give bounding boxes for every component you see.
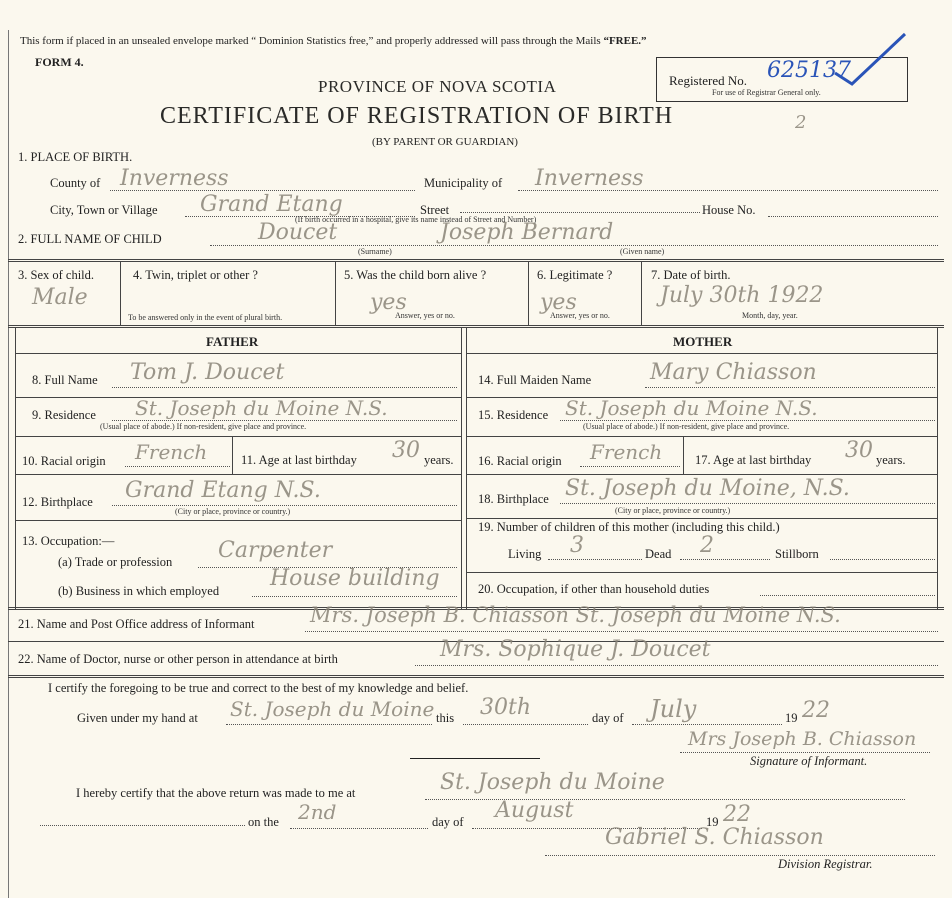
row3-div-1 [120, 262, 121, 326]
mother-name-line [645, 387, 935, 388]
father-residence-value: St. Joseph du Moine N.S. [135, 396, 388, 420]
father-age-divider [232, 436, 233, 474]
mother-occupation-line [760, 595, 935, 596]
registrar-day-line [290, 828, 428, 829]
child-surname: Doucet [258, 220, 338, 245]
mother-occupation-label: 20. Occupation, if other than household duties [478, 582, 710, 596]
mother-birthplace-line [560, 503, 935, 504]
informant-label: 21. Name and Post Office address of Informant [18, 617, 255, 631]
registrar-extra-line [40, 825, 245, 826]
county-label: County of [50, 176, 101, 190]
registrar-signature-line [545, 855, 935, 856]
sex-label: 3. Sex of child. [18, 268, 95, 282]
mother-row-rule-4 [466, 518, 937, 519]
living-label: Living [508, 547, 542, 561]
alive-label: 5. Was the child born alive ? [344, 268, 487, 282]
father-birthplace-label: 12. Birthplace [22, 495, 93, 509]
father-residence-line [112, 420, 457, 421]
certificate-title: CERTIFICATE OF REGISTRATION OF BIRTH [160, 103, 674, 129]
mother-residence-value: St. Joseph du Moine N.S. [565, 396, 818, 420]
cert-month-line [632, 724, 782, 725]
mother-children-label: 19. Number of children of this mother (including this child.) [478, 520, 780, 534]
given-place-line [226, 724, 432, 725]
father-residence-note: (Usual place of abode.) If non-resident, give place and province. [100, 422, 307, 431]
father-birthplace-note: (City or place, province or country.) [175, 507, 291, 516]
this-label: this [436, 711, 455, 725]
father-business-line [252, 596, 457, 597]
registrar-year-value: 22 [723, 802, 751, 827]
date-value: July 30th 1922 [660, 283, 824, 308]
mother-birthplace-value: St. Joseph du Moine, N.S. [565, 476, 850, 501]
father-left-rule [15, 328, 16, 610]
living-line [548, 559, 642, 560]
father-residence-label: 9. Residence [32, 408, 96, 422]
doctor-value: Mrs. Sophique J. Doucet [440, 637, 711, 662]
dead-line [680, 559, 770, 560]
county-value: Inverness [120, 166, 229, 191]
registrar-use-note: For use of Registrar General only. [712, 88, 821, 97]
surname-caption: (Surname) [358, 247, 392, 256]
city-value: Grand Etang [200, 192, 343, 217]
row3-div-2 [335, 262, 336, 326]
given-place: St. Joseph du Moine [230, 697, 435, 721]
row3-top-rule [8, 259, 944, 262]
father-birthplace-line [112, 505, 457, 506]
stillborn-line [830, 559, 935, 560]
father-row-rule-4 [15, 520, 461, 521]
father-racial-value: French [135, 440, 208, 464]
given-caption: (Given name) [620, 247, 665, 256]
child-given-name: Joseph Bernard [440, 220, 614, 245]
child-name-label: 2. FULL NAME OF CHILD [18, 232, 162, 246]
center-rule-1 [461, 328, 462, 610]
margin-rule [8, 30, 9, 898]
father-name-line [112, 387, 457, 388]
father-birthplace-value: Grand Etang N.S. [125, 478, 321, 503]
municipality-label: Municipality of [424, 176, 503, 190]
hospital-note: (If birth occurred in a hospital, give its name instead of Street and Number) [295, 215, 537, 224]
registrar-statement: I hereby certify that the above return was made to me at [76, 786, 356, 800]
row3-div-4 [641, 262, 642, 326]
province-title: PROVINCE OF NOVA SCOTIA [318, 77, 557, 96]
city-label: City, Town or Village [50, 203, 158, 217]
legit-value: yes [540, 290, 577, 315]
mother-row-rule-5 [466, 572, 937, 573]
street-label: Street [420, 203, 450, 217]
twin-note: To be answered only in the event of plural birth. [128, 313, 283, 322]
mother-name-value: Mary Chiasson [650, 360, 817, 385]
stillborn-label: Stillborn [775, 547, 819, 561]
mother-heading: MOTHER [673, 334, 733, 349]
parents-top-rule [8, 325, 944, 328]
legit-label: 6. Legitimate ? [537, 268, 613, 282]
mother-residence-note: (Usual place of abode.) If non-resident, give place and province. [583, 422, 790, 431]
dead-value: 2 [700, 533, 714, 558]
municipality-value: Inverness [535, 166, 644, 191]
birth-place-heading: 1. PLACE OF BIRTH. [18, 150, 133, 164]
center-rule-2 [466, 328, 467, 610]
registrar-separator [410, 758, 540, 759]
father-heading: FATHER [206, 334, 259, 349]
registrar-year-prefix: 19 [706, 815, 719, 829]
row3-div-3 [528, 262, 529, 326]
blue-check-mark [830, 28, 910, 88]
sex-value: Male [32, 285, 88, 310]
father-business-label: (b) Business in which employed [58, 584, 220, 598]
cert-day-line [463, 724, 588, 725]
father-business-value: House building [270, 566, 440, 591]
informant-signature-line [680, 752, 930, 753]
informant-signature: Mrs Joseph B. Chiasson [688, 728, 917, 750]
registrar-signature: Gabriel S. Chiasson [605, 825, 824, 850]
living-value: 3 [570, 533, 584, 558]
twin-label: 4. Twin, triplet or other ? [133, 268, 258, 282]
mother-right-rule [937, 328, 938, 610]
date-label: 7. Date of birth. [651, 268, 731, 282]
doctor-label: 22. Name of Doctor, nurse or other person in attendance at birth [18, 652, 338, 666]
father-row-rule-3 [15, 474, 461, 475]
father-occupation-label: 13. Occupation:— [22, 534, 115, 548]
registered-label: Registered No. [669, 73, 747, 88]
given-label: Given under my hand at [77, 711, 198, 725]
cert-year-prefix: 19 [785, 711, 798, 725]
mother-row-rule-3 [466, 474, 937, 475]
father-name-value: Tom J. Doucet [130, 360, 285, 385]
informant-value: Mrs. Joseph B. Chiasson St. Joseph du Moine N.S. [310, 603, 841, 627]
mother-birthplace-label: 18. Birthplace [478, 492, 549, 506]
mother-age-unit: years. [876, 453, 906, 467]
father-age-value: 30 [392, 438, 420, 463]
cert-day-of-label: day of [592, 711, 624, 725]
house-line [768, 216, 938, 217]
legit-note: Answer, yes or no. [550, 311, 610, 320]
father-name-label: 8. Full Name [32, 373, 98, 387]
registrar-on-the-label: on the [248, 815, 279, 829]
registrar-day-of-label: day of [432, 815, 464, 829]
alive-value: yes [370, 290, 407, 315]
date-note: Month, day, year. [742, 311, 798, 320]
doctor-line [415, 665, 938, 666]
mother-age-value: 30 [845, 438, 873, 463]
father-row-rule-2 [15, 436, 461, 437]
cert-year-value: 22 [802, 698, 830, 723]
house-label: House No. [702, 203, 756, 217]
registered-number: 625137 [767, 58, 851, 83]
mailing-notice [20, 35, 647, 47]
street-line [460, 212, 700, 213]
cert-month-value: July [650, 695, 697, 723]
mother-residence-line [560, 420, 935, 421]
child-name-line [210, 245, 938, 246]
mother-racial-label: 16. Racial origin [478, 454, 562, 468]
heading-rule-right [466, 353, 937, 354]
mother-racial-line [580, 466, 680, 467]
doctor-bottom-rule [8, 675, 944, 678]
notice-free: “FREE.” [603, 35, 647, 47]
notice-text: This form if placed in an unsealed envelope marked “ Dominion Statistics free,” and properly addressed will pass through the Mails [20, 35, 601, 47]
heading-rule-left [15, 353, 461, 354]
corner-mark: 2 [795, 112, 807, 133]
mother-age-label: 17. Age at last birthday [695, 453, 812, 467]
father-trade-label: (a) Trade or profession [58, 555, 173, 569]
registrar-place: St. Joseph du Moine [440, 770, 665, 795]
registrar-month-value: August [495, 798, 574, 823]
cert-day-value: 30th [480, 695, 532, 720]
mother-racial-value: French [590, 440, 663, 464]
form-number: FORM 4. [35, 55, 84, 69]
mother-row-rule-2 [466, 436, 937, 437]
mother-name-label: 14. Full Maiden Name [478, 373, 592, 387]
father-age-label: 11. Age at last birthday [241, 453, 357, 467]
informant-signature-caption: Signature of Informant. [750, 754, 868, 768]
mother-birthplace-note: (City or place, province or country.) [615, 506, 731, 515]
father-racial-label: 10. Racial origin [22, 454, 106, 468]
certify-statement: I certify the foregoing to be true and correct to the best of my knowledge and belief. [48, 681, 469, 695]
registrar-day-value: 2nd [298, 800, 337, 824]
registrar-caption: Division Registrar. [778, 857, 873, 871]
mother-age-divider [683, 436, 684, 474]
father-racial-line [125, 466, 230, 467]
mother-residence-label: 15. Residence [478, 408, 549, 422]
father-age-unit: years. [424, 453, 454, 467]
alive-note: Answer, yes or no. [395, 311, 455, 320]
informant-line [305, 631, 938, 632]
dead-label: Dead [645, 547, 672, 561]
certificate-subtitle: (BY PARENT OR GUARDIAN) [372, 136, 518, 148]
father-trade-value: Carpenter [218, 538, 333, 563]
